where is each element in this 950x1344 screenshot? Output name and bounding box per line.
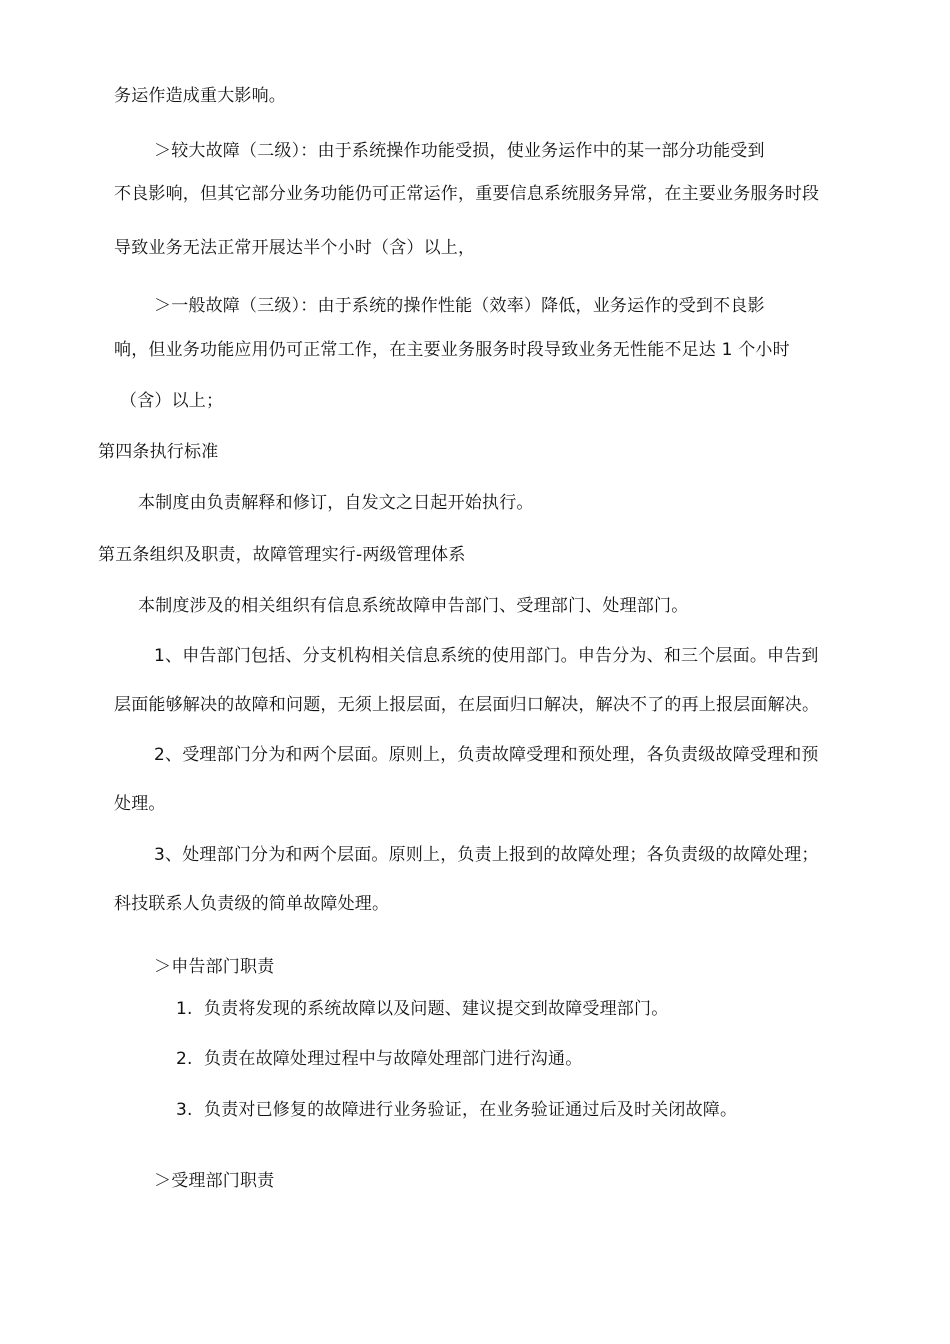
list-item [176,1048,582,1070]
subsection-heading: ＞受理部门职责 [154,1171,275,1191]
paragraph-line: （含）以上； [120,391,224,411]
paragraph-line: ＞较大故障（二级）：由于系统操作功能受损，使业务运作中的某一部分功能受到 [154,141,765,161]
paragraph-line: 2、受理部门分为和两个层面。原则上，负责故障受理和预处理，各负责级故障受理和预 [154,745,819,765]
paragraph-line: 不良影响，但其它部分业务功能仍可正常运作，重要信息系统服务异常，在主要业务服务时段 [114,184,820,204]
paragraph-line: 3、处理部门分为和两个层面。原则上，负责上报到的故障处理；各负责级的故障处理； [154,845,819,865]
paragraph-line: 本制度由负责解释和修订，自发文之日起开始执行。 [138,493,534,513]
section-heading: 第五条组织及职责，故障管理实行-两级管理体系 [98,545,466,565]
paragraph-line: 响，但业务功能应用仍可正常工作，在主要业务服务时段导致业务无性能不足达 1 个小时 [114,340,790,360]
list-item [176,1099,737,1121]
paragraph-line: 处理。 [114,794,166,814]
paragraph-line: 科技联系人负责级的简单故障处理。 [114,894,390,914]
paragraph-line: 本制度涉及的相关组织有信息系统故障申告部门、受理部门、处理部门。 [138,596,689,616]
paragraph-line: 导致业务无法正常开展达半个小时（含）以上， [114,238,476,258]
list-item-number: 3. [176,1100,193,1120]
list-item-number: 1. [176,999,193,1019]
list-item [176,998,668,1020]
section-heading: 第四条执行标准 [98,442,219,462]
subsection-heading: ＞申告部门职责 [154,957,275,977]
list-item-text: 负责对已修复的故障进行业务验证，在业务验证通过后及时关闭故障。 [204,1100,738,1120]
list-item-text: 负责在故障处理过程中与故障处理部门进行沟通。 [204,1049,583,1069]
list-item-text: 负责将发现的系统故障以及问题、建议提交到故障受理部门。 [204,999,669,1019]
paragraph-line: 层面能够解决的故障和问题，无须上报层面，在层面归口解决，解决不了的再上报层面解决。 [114,695,820,715]
list-item-number: 2. [176,1049,193,1069]
paragraph-line: 1、申告部门包括、分支机构相关信息系统的使用部门。申告分为、和三个层面。申告到 [154,646,819,666]
paragraph-line: 务运作造成重大影响。 [114,86,286,106]
paragraph-line: ＞一般故障（三级）：由于系统的操作性能（效率）降低，业务运作的受到不良影 [154,296,765,316]
